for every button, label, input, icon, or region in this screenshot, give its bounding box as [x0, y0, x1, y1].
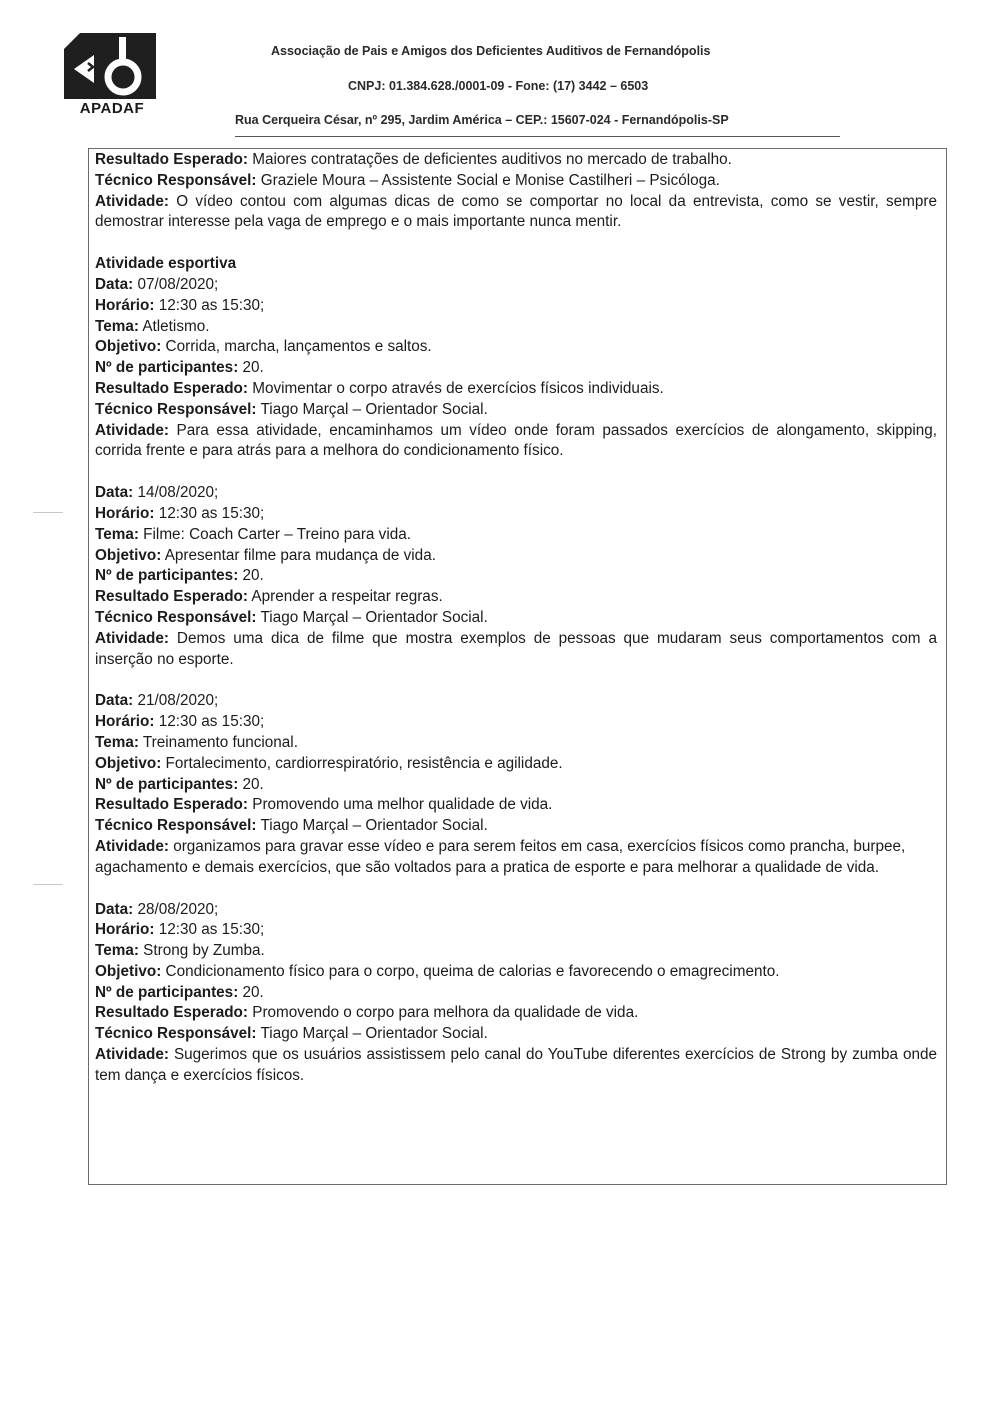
field-tecnico: Técnico Responsável: Tiago Marçal – Orientador Social.	[95, 1025, 488, 1043]
field-data: Data: 28/08/2020;	[95, 900, 219, 918]
header-divider	[235, 136, 840, 137]
field-resultado: Resultado Esperado: Movimentar o corpo através de exercícios físicos individuais.	[95, 379, 664, 397]
field-atividade: Atividade: Sugerimos que os usuários assistissem pelo canal do YouTube diferentes exercícios de Strong by zumba onde tem dança e exercícios físicos.	[95, 1046, 938, 1084]
field-tecnico: Técnico Responsável: Tiago Marçal – Orientador Social.	[95, 817, 488, 835]
section-title: Atividade esportiva	[95, 255, 237, 273]
scan-mark	[33, 884, 63, 885]
field-objetivo: Objetivo: Condicionamento físico para o corpo, queima de calorias e favorecendo o emagrecimento.	[95, 962, 780, 980]
field-tema: Tema: Strong by Zumba.	[95, 942, 265, 960]
cnpj-phone-line: CNPJ: 01.384.628./0001-09 - Fone: (17) 3442 – 6503	[348, 79, 649, 93]
field-tema: Tema: Filme: Coach Carter – Treino para vida.	[95, 525, 411, 543]
scan-mark	[33, 512, 63, 513]
field-objetivo: Objetivo: Corrida, marcha, lançamentos e saltos.	[95, 338, 432, 356]
field-participantes: Nº de participantes: 20.	[95, 359, 264, 377]
field-participantes: Nº de participantes: 20.	[95, 567, 264, 585]
field-horario: Horário: 12:30 as 15:30;	[95, 713, 265, 731]
field-resultado: Resultado Esperado: Promovendo uma melhor qualidade de vida.	[95, 796, 553, 814]
field-objetivo: Objetivo: Fortalecimento, cardiorrespiratório, resistência e agilidade.	[95, 754, 563, 772]
intro-block	[95, 150, 937, 233]
field-participantes: Nº de participantes: 20.	[95, 775, 264, 793]
field-data: Data: 07/08/2020;	[95, 275, 219, 293]
activity-entry	[95, 483, 937, 670]
field-objetivo: Objetivo: Apresentar filme para mudança de vida.	[95, 546, 436, 564]
field-tecnico: Técnico Responsável: Tiago Marçal – Orientador Social.	[95, 608, 488, 626]
field-horario: Horário: 12:30 as 15:30;	[95, 921, 265, 939]
activity-entry	[95, 275, 937, 462]
field-horario: Horário: 12:30 as 15:30;	[95, 296, 265, 314]
address-line: Rua Cerqueira César, nº 295, Jardim América – CEP.: 15607-024 - Fernandópolis-SP	[235, 113, 729, 127]
field-atividade: Atividade: Para essa atividade, encaminhamos um vídeo onde foram passados exercícios de alongamento, skipping, corrida frente e para atrás para a melhora do condicionamento físico.	[95, 421, 938, 460]
apadaf-logo-emblem	[64, 33, 160, 99]
field-participantes: Nº de participantes: 20.	[95, 983, 264, 1001]
report-content	[95, 150, 937, 1087]
field-resultado: Resultado Esperado: Aprender a respeitar regras.	[95, 588, 443, 606]
field-atividade: Atividade: Demos uma dica de filme que mostra exemplos de pessoas que mudaram seus comportamentos com a inserção no esporte.	[95, 629, 937, 668]
activity-entry	[95, 691, 937, 878]
field-tema: Tema: Atletismo.	[95, 317, 210, 335]
field-data: Data: 21/08/2020;	[95, 692, 219, 710]
field-resultado: Resultado Esperado: Promovendo o corpo para melhora da qualidade de vida.	[95, 1004, 639, 1022]
field-resultado: Resultado Esperado: Maiores contratações de deficientes auditivos no mercado de trabalho.	[95, 151, 732, 168]
field-tecnico: Técnico Responsável: Graziele Moura – Assistente Social e Monise Castilheri – Psicóloga.	[95, 171, 720, 189]
apadaf-logo	[64, 33, 160, 119]
activity-entry	[95, 900, 937, 1087]
field-data: Data: 14/08/2020;	[95, 484, 219, 502]
field-tecnico: Técnico Responsável: Tiago Marçal – Orientador Social.	[95, 400, 488, 418]
org-name: Associação de Pais e Amigos dos Deficientes Auditivos de Fernandópolis	[271, 44, 711, 58]
field-atividade: Atividade: organizamos para gravar esse vídeo e para serem feitos em casa, exercícios físicos como prancha, burpee, agachamento e demais exercícios, que são voltados para a pratica de esporte e para melhorar a qualidade de vida.	[95, 837, 906, 876]
field-horario: Horário: 12:30 as 15:30;	[95, 504, 265, 522]
field-atividade: Atividade: O vídeo contou com algumas dicas de como se comportar no local da entrevista, como se vestir, sempre demostrar interesse pela vaga de emprego e o mais importante nunca mentir.	[95, 192, 937, 231]
logo-text: APADAF	[79, 100, 145, 117]
field-tema: Tema: Treinamento funcional.	[95, 733, 298, 751]
